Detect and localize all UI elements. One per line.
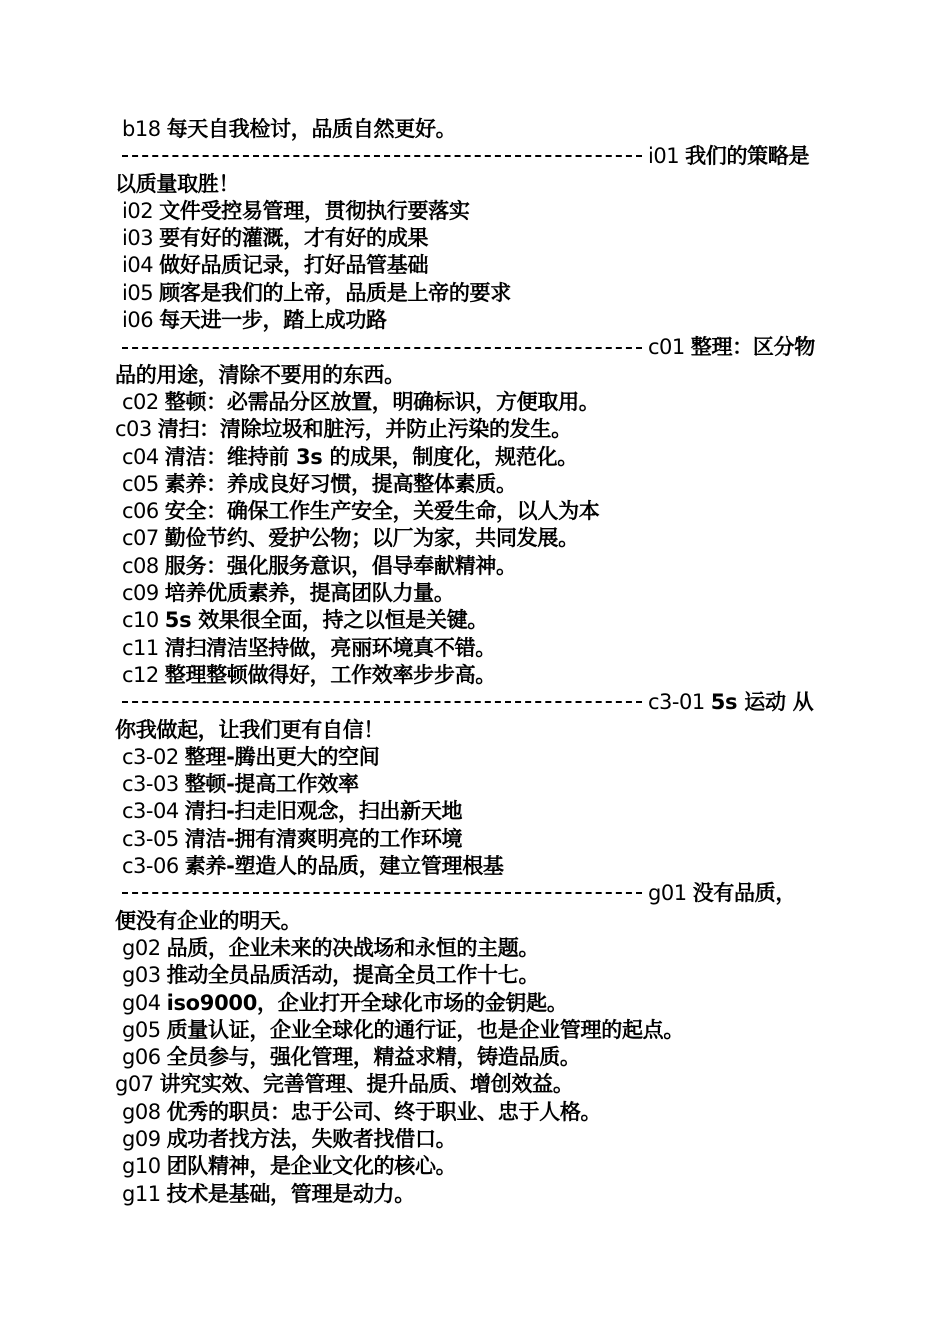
slogan-line xyxy=(115,1181,845,1208)
slogan-code: c09 xyxy=(122,581,159,606)
slogan-line xyxy=(115,744,845,771)
slogan-code: b18 xyxy=(122,117,161,141)
slogan-line xyxy=(115,771,845,798)
slogan-code: c3-01 xyxy=(648,690,705,715)
slogan-text: 勤俭节约、爱护公物；以厂为家，共同发展。 xyxy=(164,526,579,551)
slogan-line xyxy=(115,635,845,662)
section-separator-line xyxy=(115,334,845,361)
slogan-text: 整顿-提高工作效率 xyxy=(184,772,359,797)
slogan-code: c01 xyxy=(648,335,685,360)
slogan-line xyxy=(115,1071,845,1098)
slogan-line xyxy=(115,1099,845,1126)
slogan-line xyxy=(115,362,845,389)
slogan-code: c06 xyxy=(122,499,159,524)
slogan-code: c10 xyxy=(122,608,159,633)
slogan-text: 整理整顿做得好，工作效率步步高。 xyxy=(164,662,496,687)
slogan-line xyxy=(115,853,845,880)
slogan-text: 安全：确保工作生产安全，关爱生命，以人为本 xyxy=(164,499,600,524)
slogan-text: 服务：强化服务意识，倡导奉献精神。 xyxy=(164,553,517,578)
dashed-divider xyxy=(122,155,642,158)
slogan-text: 以质量取胜！ xyxy=(115,171,240,196)
slogan-text: 清扫清洁坚持做，亮丽环境真不错。 xyxy=(164,635,496,660)
slogan-code: i02 xyxy=(122,198,154,223)
slogan-line xyxy=(115,798,845,825)
slogan-text: 每天进一步，踏上成功路 xyxy=(159,308,387,333)
dashed-divider xyxy=(122,347,642,350)
slogan-code: i01 xyxy=(648,144,680,169)
slogan-text: 整理-腾出更大的空间 xyxy=(184,744,380,769)
slogan-text: 清洁-拥有清爽明亮的工作环境 xyxy=(184,826,463,851)
slogan-code: i04 xyxy=(122,253,154,278)
slogan-code: c3-03 xyxy=(122,772,179,797)
slogan-code: c3-05 xyxy=(122,826,179,851)
slogan-text: 培养优质素养，提高团队力量。 xyxy=(164,581,455,606)
slogan-text: 素养-塑造人的品质，建立管理根基 xyxy=(184,854,504,879)
slogan-line xyxy=(115,444,845,471)
slogan-code: c05 xyxy=(122,471,159,496)
slogan-text: 团队精神，是企业文化的核心。 xyxy=(166,1154,457,1179)
slogan-line xyxy=(115,1153,845,1180)
slogan-code: c11 xyxy=(122,635,159,660)
slogan-line xyxy=(115,908,845,935)
slogan-text: 品的用途，清除不要用的东西。 xyxy=(115,362,405,387)
section-separator-line xyxy=(115,143,845,170)
slogan-text: 你我做起，让我们更有自信！ xyxy=(115,717,385,742)
slogan-code: g01 xyxy=(648,881,687,906)
slogan-text: 便没有企业的明天。 xyxy=(115,908,302,933)
slogan-code: c02 xyxy=(122,389,159,414)
slogan-text: 顾客是我们的上帝，品质是上帝的要求 xyxy=(159,280,511,305)
slogan-line xyxy=(115,935,845,962)
slogan-text: 文件受控易管理，贯彻执行要落实 xyxy=(159,198,470,223)
slogan-code: g09 xyxy=(122,1126,161,1151)
slogan-code: g07 xyxy=(115,1072,154,1097)
slogan-line xyxy=(115,1044,845,1071)
slogan-line xyxy=(115,607,845,634)
slogan-line xyxy=(115,1017,845,1044)
slogan-text: 每天自我检讨，品质自然更好。 xyxy=(166,117,457,141)
slogan-text: 讲究实效、完善管理、提升品质、增创效益。 xyxy=(159,1072,574,1097)
slogan-text: 做好品质记录，打好品管基础 xyxy=(159,253,429,278)
slogan-code: c03 xyxy=(115,417,152,442)
slogan-code: g03 xyxy=(122,963,161,988)
slogan-line xyxy=(115,307,845,334)
slogan-code: i05 xyxy=(122,280,154,305)
slogan-code: g11 xyxy=(122,1181,161,1206)
slogan-line xyxy=(115,198,845,225)
slogan-code: c3-06 xyxy=(122,854,179,879)
slogan-line xyxy=(115,252,845,279)
slogan-line xyxy=(115,826,845,853)
slogan-line xyxy=(115,1126,845,1153)
slogan-text: 技术是基础，管理是动力。 xyxy=(166,1181,415,1206)
slogan-text: 品质，企业未来的决战场和永恒的主题。 xyxy=(166,935,540,960)
slogan-text: 整理：区分物 xyxy=(690,335,815,360)
slogan-code: c12 xyxy=(122,662,159,687)
slogan-text: 5s 效果很全面，持之以恒是关键。 xyxy=(164,608,489,633)
slogan-code: i03 xyxy=(122,226,154,251)
slogan-code: g08 xyxy=(122,1099,161,1124)
slogan-text: 要有好的灌溉，才有好的成果 xyxy=(159,226,429,251)
slogan-code: i06 xyxy=(122,308,154,333)
slogan-text: 优秀的职员：忠于公司、终于职业、忠于人格。 xyxy=(166,1099,602,1124)
slogan-code: g02 xyxy=(122,935,161,960)
slogan-text: 清洁：维持前 3s 的成果，制度化，规范化。 xyxy=(164,444,578,469)
slogan-text: 推动全员品质活动，提高全员工作十七。 xyxy=(166,963,540,988)
slogan-line xyxy=(115,553,845,580)
slogan-text: 整顿：必需品分区放置，明确标识，方便取用。 xyxy=(164,389,600,414)
slogan-text: 我们的策略是 xyxy=(685,144,810,169)
slogan-line xyxy=(115,225,845,252)
slogan-code: c07 xyxy=(122,526,159,551)
slogan-code: c3-02 xyxy=(122,744,179,769)
slogan-line xyxy=(115,280,845,307)
slogan-line xyxy=(115,580,845,607)
dashed-divider xyxy=(122,892,642,895)
slogan-text: 质量认证，企业全球化的通行证，也是企业管理的起点。 xyxy=(166,1017,685,1042)
slogan-line xyxy=(115,116,845,143)
slogan-code: c04 xyxy=(122,444,159,469)
slogan-text: 清扫：清除垃圾和脏污，并防止污染的发生。 xyxy=(157,417,572,442)
slogan-line xyxy=(115,171,845,198)
slogan-code: g06 xyxy=(122,1045,161,1070)
slogan-text: iso9000，企业打开全球化市场的金钥匙。 xyxy=(166,990,568,1015)
slogan-line xyxy=(115,471,845,498)
slogan-line xyxy=(115,389,845,416)
slogan-line xyxy=(115,717,845,744)
slogan-code: g10 xyxy=(122,1154,161,1179)
section-separator-line xyxy=(115,880,845,907)
slogan-code: g04 xyxy=(122,990,161,1015)
section-separator-line xyxy=(115,689,845,716)
slogan-text: 没有品质， xyxy=(692,881,797,906)
slogan-line xyxy=(115,498,845,525)
slogan-line xyxy=(115,662,845,689)
slogan-code: c08 xyxy=(122,553,159,578)
slogan-line xyxy=(115,962,845,989)
slogan-line xyxy=(115,525,845,552)
slogan-text: 全员参与，强化管理，精益求精，铸造品质。 xyxy=(166,1045,581,1070)
slogan-text: 清扫-扫走旧观念，扫出新天地 xyxy=(184,799,463,824)
dashed-divider xyxy=(122,701,642,704)
slogan-code: g05 xyxy=(122,1017,161,1042)
slogan-code: c3-04 xyxy=(122,799,179,824)
slogan-text: 成功者找方法，失败者找借口。 xyxy=(166,1126,457,1151)
slogan-line xyxy=(115,416,845,443)
slogan-line xyxy=(115,990,845,1017)
slogan-text: 素养：养成良好习惯，提高整体素质。 xyxy=(164,471,517,496)
slogan-text: 5s 运动 从 xyxy=(710,690,814,715)
slogan-list xyxy=(115,116,845,1208)
